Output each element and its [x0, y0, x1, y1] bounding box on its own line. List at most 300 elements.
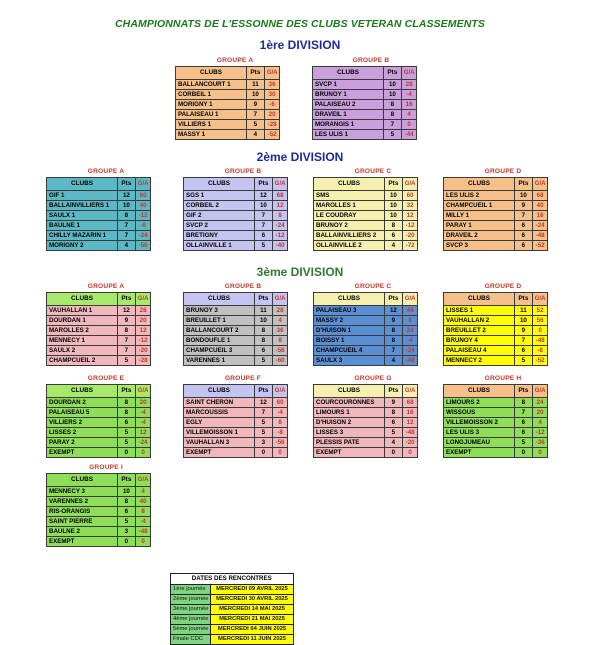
- table-row: [47, 191, 151, 201]
- cell-ga: -20: [402, 438, 418, 448]
- group-label: GROUPE D: [484, 168, 522, 175]
- table-header-row: [184, 293, 288, 306]
- cell-pts: 8: [118, 408, 136, 418]
- table-header-row: [444, 385, 548, 398]
- cell-pts: 6: [118, 507, 136, 517]
- cell-pts: 7: [118, 336, 136, 346]
- standings-table: [46, 473, 151, 547]
- cell-pts: 10: [515, 316, 533, 326]
- table-row: [184, 448, 288, 458]
- table-row: [47, 326, 151, 336]
- table-row: [313, 130, 417, 140]
- cell-pts: 5: [247, 120, 265, 130]
- header-clubs: CLUBS: [47, 293, 118, 306]
- cell-ga: 8: [272, 211, 288, 221]
- header-ga: G/A: [272, 178, 288, 191]
- cell-club: RIS-ORANGIS: [47, 507, 118, 517]
- dates-row: [171, 615, 294, 625]
- cell-club: PLESSIS PATE: [314, 438, 385, 448]
- table-row: [314, 306, 418, 316]
- cell-ga: 8: [272, 418, 288, 428]
- cell-pts: 5: [385, 428, 403, 438]
- cell-ga: -12: [135, 211, 151, 221]
- cell-pts: 8: [118, 497, 136, 507]
- cell-club: BALLAINVILLIERS 1: [47, 201, 118, 211]
- cell-pts: 5: [255, 241, 273, 251]
- cell-ga: 28: [401, 80, 417, 90]
- dates-row: [171, 625, 294, 635]
- cell-club: DOURDAN 1: [47, 316, 118, 326]
- cell-ga: -72: [402, 241, 418, 251]
- cell-ga: 12: [135, 326, 151, 336]
- cell-pts: 9: [247, 100, 265, 110]
- group-label: GROUPE C: [354, 283, 392, 290]
- group-label: GROUPE A: [87, 168, 125, 175]
- table-row: [314, 221, 418, 231]
- header-clubs: CLUBS: [184, 385, 255, 398]
- cell-club: PALAISEAU 3: [314, 306, 385, 316]
- standings-table: [46, 292, 151, 366]
- cell-pts: 0: [118, 537, 136, 547]
- standings-table: [183, 384, 288, 458]
- header-pts: Pts: [247, 67, 265, 80]
- table-row: [184, 306, 288, 316]
- header-ga: G/A: [402, 385, 418, 398]
- cell-club: VILLEMOISSON 2: [444, 418, 515, 428]
- group-label: GROUPE D: [484, 283, 522, 290]
- table-row: [176, 130, 280, 140]
- cell-ga: 0: [401, 120, 417, 130]
- cell-ga: -12: [402, 221, 418, 231]
- dates-cell-label: 5ème journée: [171, 625, 211, 635]
- cell-ga: 0: [532, 326, 548, 336]
- dates-cell-value: MERCREDI 04 JUIN 2025: [211, 625, 293, 635]
- table-header-row: [444, 178, 548, 191]
- cell-pts: 5: [255, 418, 273, 428]
- table-row: [47, 507, 151, 517]
- division-title-1: 1ère DIVISION: [259, 38, 341, 52]
- cell-pts: 9: [385, 316, 403, 326]
- cell-pts: 7: [515, 211, 533, 221]
- cell-ga: -56: [135, 241, 151, 251]
- cell-pts: 8: [385, 408, 403, 418]
- group-block-3-G: [313, 375, 433, 458]
- cell-club: CHAMPCUEIL 4: [314, 346, 385, 356]
- cell-ga: -24: [135, 438, 151, 448]
- table-row: [184, 418, 288, 428]
- header-pts: Pts: [384, 67, 402, 80]
- cell-pts: 7: [255, 221, 273, 231]
- header-pts: Pts: [515, 385, 533, 398]
- header-clubs: CLUBS: [313, 67, 384, 80]
- table-row: [47, 497, 151, 507]
- cell-ga: -24: [135, 231, 151, 241]
- cell-club: CORBEIL 2: [184, 201, 255, 211]
- cell-club: MASSY 2: [314, 316, 385, 326]
- cell-pts: 5: [384, 130, 402, 140]
- table-header-row: [184, 178, 288, 191]
- cell-ga: 12: [402, 418, 418, 428]
- table-header-row: [47, 385, 151, 398]
- table-header-row: [313, 67, 417, 80]
- cell-pts: 6: [385, 418, 403, 428]
- cell-club: SVCP 1: [313, 80, 384, 90]
- cell-pts: 5: [515, 356, 533, 366]
- dates-cell-label: 1ère journée: [171, 585, 211, 595]
- cell-ga: -52: [264, 130, 280, 140]
- standings-table: [312, 66, 417, 140]
- table-row: [176, 120, 280, 130]
- cell-ga: 68: [532, 191, 548, 201]
- table-row: [47, 346, 151, 356]
- cell-pts: 8: [118, 398, 136, 408]
- cell-club: MORIGNY 2: [47, 241, 118, 251]
- group-label: GROUPE C: [354, 168, 392, 175]
- table-header-row: [47, 178, 151, 191]
- cell-club: EXEMPT: [314, 448, 385, 458]
- dates-row: [171, 605, 294, 615]
- cell-ga: 60: [272, 398, 288, 408]
- dates-cell-value: MERCREDI 14 MAI 2025: [211, 605, 293, 615]
- cell-pts: 6: [385, 231, 403, 241]
- cell-ga: -4: [135, 517, 151, 527]
- cell-pts: 7: [255, 408, 273, 418]
- cell-pts: 10: [118, 201, 136, 211]
- cell-club: GIF 2: [184, 211, 255, 221]
- dates-table-block: [170, 573, 430, 645]
- cell-ga: 60: [402, 191, 418, 201]
- cell-club: VILLIERS 1: [176, 120, 247, 130]
- cell-pts: 6: [118, 418, 136, 428]
- table-row: [314, 346, 418, 356]
- cell-ga: 20: [532, 408, 548, 418]
- cell-ga: 30: [264, 90, 280, 100]
- table-row: [313, 110, 417, 120]
- header-pts: Pts: [255, 385, 273, 398]
- table-row: [184, 438, 288, 448]
- group-block-3-I: [46, 464, 166, 547]
- header-pts: Pts: [118, 385, 136, 398]
- cell-ga: -48: [402, 428, 418, 438]
- header-ga: G/A: [402, 178, 418, 191]
- table-row: [314, 438, 418, 448]
- dates-cell-label: 3ème journée: [171, 605, 211, 615]
- cell-pts: 10: [385, 191, 403, 201]
- cell-pts: 9: [385, 398, 403, 408]
- cell-club: VILLEMOISSON 1: [184, 428, 255, 438]
- cell-pts: 5: [255, 356, 273, 366]
- table-header-row: [176, 67, 280, 80]
- cell-club: DRAVEIL 1: [313, 110, 384, 120]
- cell-club: MILLY 1: [444, 211, 515, 221]
- dates-cell-value: MERCREDI 11 JUIN 2025: [211, 635, 293, 645]
- cell-ga: -4: [272, 408, 288, 418]
- cell-pts: 7: [255, 211, 273, 221]
- cell-pts: 8: [255, 326, 273, 336]
- group-block-3-H: [443, 375, 563, 458]
- cell-club: EXEMPT: [47, 448, 118, 458]
- group-block-2-C: [313, 168, 433, 251]
- group-block-2-B: [183, 168, 303, 251]
- dates-cell-label: Finale CDC: [171, 635, 211, 645]
- table-row: [444, 408, 548, 418]
- cell-club: SAULX 2: [47, 346, 118, 356]
- cell-pts: 8: [385, 326, 403, 336]
- cell-pts: 9: [515, 326, 533, 336]
- table-row: [47, 211, 151, 221]
- header-ga: G/A: [264, 67, 280, 80]
- cell-club: MORANGIS 1: [313, 120, 384, 130]
- cell-club: LISSES 3: [314, 428, 385, 438]
- cell-pts: 12: [255, 191, 273, 201]
- cell-pts: 7: [385, 346, 403, 356]
- cell-ga: -8: [532, 346, 548, 356]
- group-label: GROUPE I: [89, 464, 123, 471]
- cell-ga: -24: [532, 221, 548, 231]
- dates-cell-value: MERCREDI 21 MAI 2025: [211, 615, 293, 625]
- cell-club: LES ULIS 1: [313, 130, 384, 140]
- cell-pts: 3: [118, 527, 136, 537]
- cell-pts: 6: [515, 418, 533, 428]
- header-ga: G/A: [402, 293, 418, 306]
- cell-ga: 20: [135, 316, 151, 326]
- cell-ga: -48: [532, 336, 548, 346]
- table-header-row: [47, 474, 151, 487]
- header-ga: G/A: [135, 178, 151, 191]
- cell-pts: 6: [255, 346, 273, 356]
- table-row: [314, 201, 418, 211]
- cell-pts: 11: [255, 306, 273, 316]
- cell-club: EXEMPT: [184, 448, 255, 458]
- table-row: [47, 336, 151, 346]
- cell-ga: 60: [135, 191, 151, 201]
- cell-ga: -24: [402, 346, 418, 356]
- group-label: GROUPE H: [484, 375, 522, 382]
- cell-pts: 10: [385, 201, 403, 211]
- cell-ga: 36: [272, 326, 288, 336]
- table-row: [47, 306, 151, 316]
- table-row: [184, 211, 288, 221]
- cell-ga: -24: [272, 221, 288, 231]
- cell-ga: -40: [272, 241, 288, 251]
- cell-pts: 10: [384, 90, 402, 100]
- cell-pts: 8: [385, 336, 403, 346]
- cell-pts: 10: [385, 211, 403, 221]
- group-label: GROUPE B: [352, 57, 390, 64]
- cell-pts: 5: [255, 428, 273, 438]
- cell-pts: 10: [384, 80, 402, 90]
- table-row: [47, 487, 151, 497]
- cell-ga: -56: [272, 438, 288, 448]
- table-row: [444, 241, 548, 251]
- cell-club: PARAY 1: [444, 221, 515, 231]
- header-clubs: CLUBS: [47, 474, 118, 487]
- table-row: [314, 191, 418, 201]
- cell-pts: 7: [515, 336, 533, 346]
- table-row: [314, 408, 418, 418]
- table-row: [47, 241, 151, 251]
- cell-pts: 4: [385, 438, 403, 448]
- page-title: CHAMPIONNATS DE L'ESSONNE DES CLUBS VETERAN CLASSEMENTS: [114, 18, 486, 30]
- cell-ga: 0: [135, 537, 151, 547]
- cell-club: BALLANCOURT 2: [184, 326, 255, 336]
- cell-ga: -12: [532, 428, 548, 438]
- cell-ga: 28: [135, 306, 151, 316]
- table-row: [313, 80, 417, 90]
- cell-club: PALAISEAU 2: [313, 100, 384, 110]
- cell-pts: 8: [515, 398, 533, 408]
- header-ga: G/A: [532, 385, 548, 398]
- cell-club: BALLANCOURT 1: [176, 80, 247, 90]
- cell-ga: 16: [402, 408, 418, 418]
- cell-club: SVCP 2: [184, 221, 255, 231]
- cell-pts: 6: [515, 231, 533, 241]
- header-ga: G/A: [135, 293, 151, 306]
- cell-ga: -48: [402, 356, 418, 366]
- cell-club: CORBEIL 1: [176, 90, 247, 100]
- cell-pts: 7: [118, 346, 136, 356]
- cell-ga: 52: [532, 306, 548, 316]
- cell-club: PALAISEAU 4: [444, 346, 515, 356]
- division-title-2: 2ème DIVISION: [256, 150, 344, 164]
- standings-table: [443, 177, 548, 251]
- table-row: [444, 336, 548, 346]
- cell-ga: -52: [532, 356, 548, 366]
- cell-pts: 9: [515, 201, 533, 211]
- table-row: [314, 398, 418, 408]
- cell-ga: 16: [401, 100, 417, 110]
- dates-row: [171, 635, 294, 645]
- header-ga: G/A: [135, 385, 151, 398]
- table-row: [47, 418, 151, 428]
- table-row: [47, 398, 151, 408]
- cell-club: BRUNOY 3: [184, 306, 255, 316]
- cell-pts: 11: [247, 80, 265, 90]
- cell-ga: 20: [264, 110, 280, 120]
- cell-club: SAINT CHERON: [184, 398, 255, 408]
- table-row: [444, 428, 548, 438]
- table-row: [47, 517, 151, 527]
- table-row: [444, 201, 548, 211]
- cell-ga: -36: [532, 438, 548, 448]
- table-row: [47, 428, 151, 438]
- cell-pts: 0: [515, 448, 533, 458]
- cell-club: PALAISEAU 5: [47, 408, 118, 418]
- table-row: [314, 326, 418, 336]
- cell-club: BAULNE 1: [47, 221, 118, 231]
- cell-club: LIMOURS 1: [314, 408, 385, 418]
- cell-ga: 8: [135, 507, 151, 517]
- table-header-row: [314, 178, 418, 191]
- cell-club: WISSOUS: [444, 408, 515, 418]
- cell-club: MENNECY 1: [47, 336, 118, 346]
- header-clubs: CLUBS: [444, 385, 515, 398]
- cell-ga: -20: [402, 231, 418, 241]
- dates-cell-label: 4ème journée: [171, 615, 211, 625]
- cell-club: BONDOUFLE 1: [184, 336, 255, 346]
- cell-ga: 44: [402, 306, 418, 316]
- table-row: [47, 408, 151, 418]
- cell-pts: 10: [118, 487, 136, 497]
- cell-club: LES ULIS 3: [444, 428, 515, 438]
- cell-ga: -28: [135, 356, 151, 366]
- cell-club: GIF 1: [47, 191, 118, 201]
- header-clubs: CLUBS: [314, 178, 385, 191]
- cell-club: PARAY 2: [47, 438, 118, 448]
- table-row: [184, 191, 288, 201]
- header-clubs: CLUBS: [47, 385, 118, 398]
- cell-pts: 9: [118, 316, 136, 326]
- dates-header-row: [171, 574, 294, 585]
- dates-row: [171, 595, 294, 605]
- standings-table: [313, 177, 418, 251]
- header-pts: Pts: [515, 178, 533, 191]
- cell-club: VAUHALLAN 2: [444, 316, 515, 326]
- cell-club: BRUNOY 1: [313, 90, 384, 100]
- cell-club: EGLY: [184, 418, 255, 428]
- cell-club: D'HUISON 1: [314, 326, 385, 336]
- table-header-row: [47, 293, 151, 306]
- cell-ga: 56: [532, 316, 548, 326]
- cell-club: OLLAINVILLE 1: [184, 241, 255, 251]
- cell-club: VAUHALLAN 1: [47, 306, 118, 316]
- cell-pts: 10: [255, 316, 273, 326]
- cell-ga: 24: [402, 326, 418, 336]
- cell-club: SVCP 3: [444, 241, 515, 251]
- cell-pts: 7: [247, 110, 265, 120]
- cell-ga: 20: [135, 398, 151, 408]
- cell-pts: 8: [384, 110, 402, 120]
- cell-club: BRUNOY 2: [314, 221, 385, 231]
- table-row: [184, 398, 288, 408]
- cell-ga: 4: [401, 110, 417, 120]
- standings-table: [175, 66, 280, 140]
- cell-club: SAULX 1: [47, 211, 118, 221]
- cell-pts: 8: [384, 100, 402, 110]
- header-pts: Pts: [118, 293, 136, 306]
- table-row: [314, 336, 418, 346]
- header-ga: G/A: [401, 67, 417, 80]
- group-label: GROUPE E: [87, 375, 125, 382]
- cell-pts: 5: [118, 438, 136, 448]
- table-row: [47, 527, 151, 537]
- standings-table: [183, 292, 288, 366]
- cell-club: BALLAINVILLIERS 2: [314, 231, 385, 241]
- table-row: [314, 428, 418, 438]
- cell-ga: -4: [401, 90, 417, 100]
- table-row: [444, 316, 548, 326]
- cell-ga: 0: [135, 448, 151, 458]
- table-row: [176, 90, 280, 100]
- table-header-row: [184, 385, 288, 398]
- cell-ga: -60: [272, 356, 288, 366]
- table-row: [47, 231, 151, 241]
- group-label: GROUPE A: [216, 57, 254, 64]
- cell-ga: -48: [135, 527, 151, 537]
- cell-pts: 6: [255, 231, 273, 241]
- cell-pts: 11: [515, 306, 533, 316]
- group-block-2-A: [46, 168, 166, 251]
- cell-pts: 10: [255, 201, 273, 211]
- cell-ga: 40: [135, 201, 151, 211]
- header-clubs: CLUBS: [444, 178, 515, 191]
- cell-club: VAUHALLAN 3: [184, 438, 255, 448]
- header-ga: G/A: [135, 474, 151, 487]
- cell-ga: 40: [532, 201, 548, 211]
- table-row: [184, 326, 288, 336]
- cell-pts: 8: [118, 211, 136, 221]
- table-row: [47, 537, 151, 547]
